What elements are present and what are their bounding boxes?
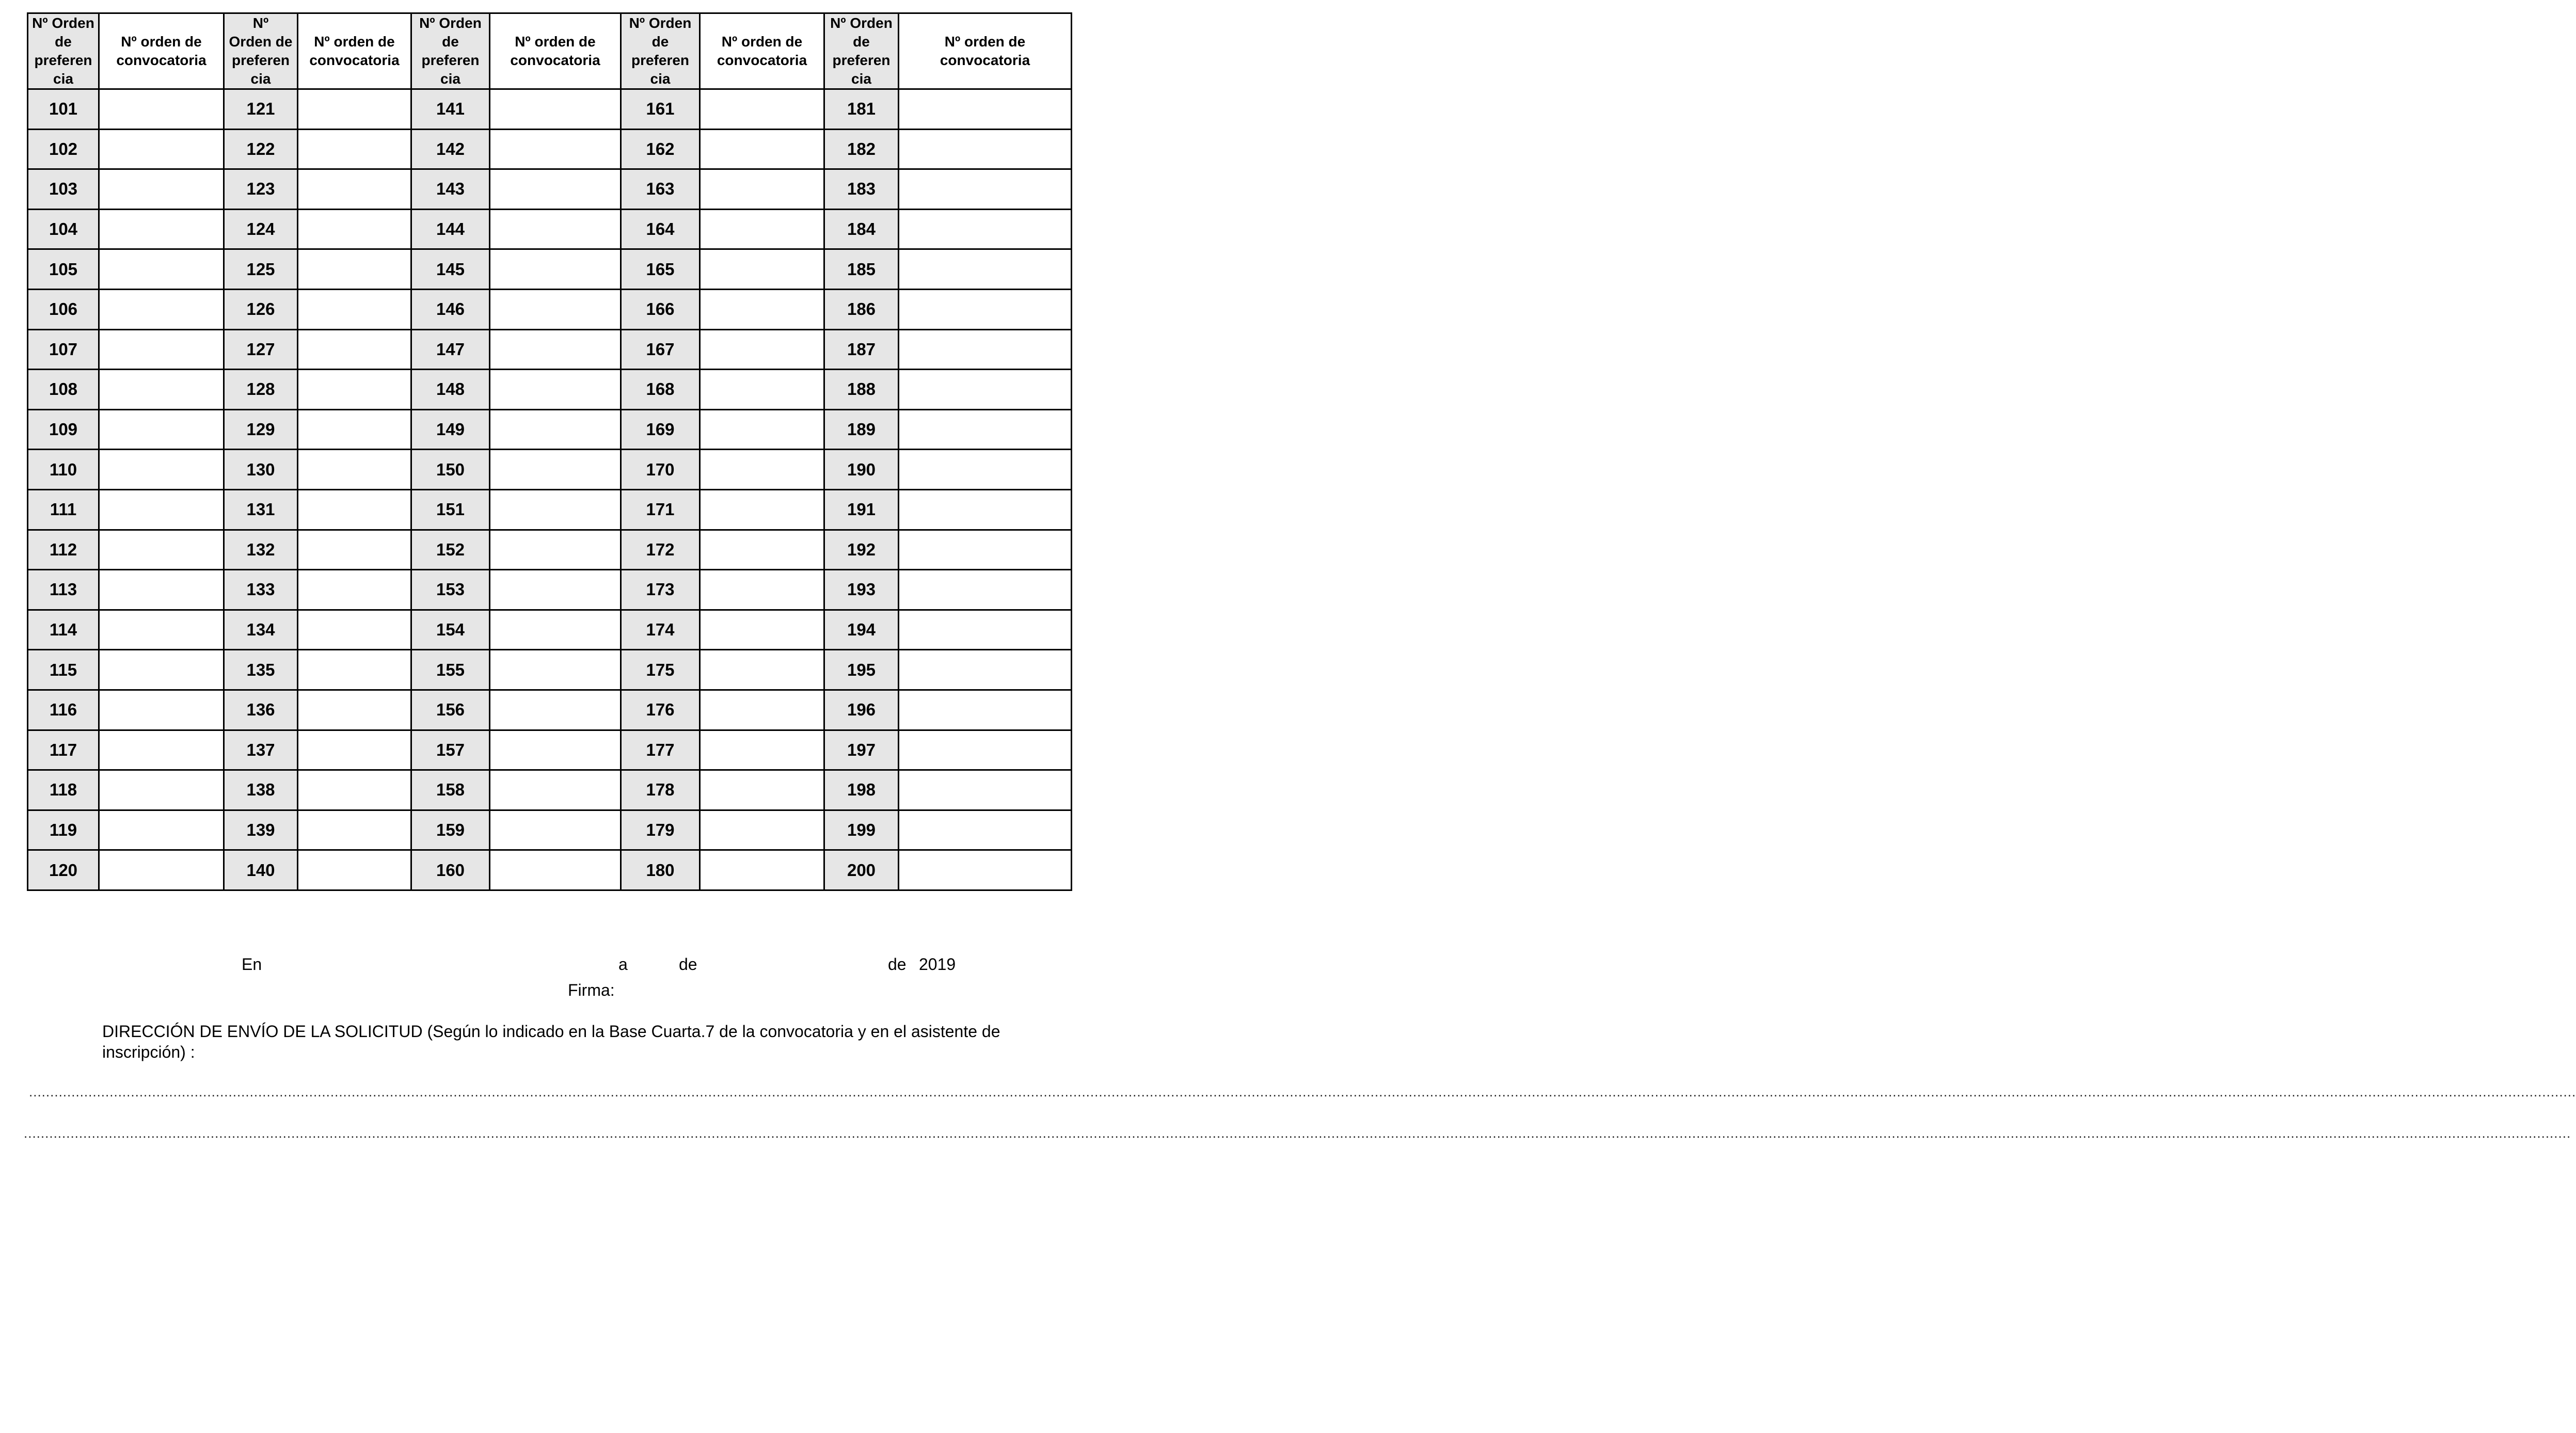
call-order-entry-cell[interactable] bbox=[490, 409, 621, 450]
preference-number: 106 bbox=[28, 289, 99, 329]
call-order-entry-cell[interactable] bbox=[298, 730, 411, 770]
call-order-entry-cell[interactable] bbox=[99, 249, 224, 290]
preference-number: 171 bbox=[621, 489, 700, 530]
call-order-entry-cell[interactable] bbox=[899, 450, 1072, 490]
preference-number: 181 bbox=[824, 89, 899, 130]
call-order-entry-cell[interactable] bbox=[298, 289, 411, 329]
preference-number: 157 bbox=[411, 730, 490, 770]
place-label: En bbox=[242, 955, 262, 974]
preference-number: 196 bbox=[824, 690, 899, 730]
call-order-entry-cell[interactable] bbox=[298, 370, 411, 410]
call-order-entry-cell[interactable] bbox=[700, 450, 824, 490]
preference-number: 102 bbox=[28, 129, 99, 169]
call-order-entry-cell[interactable] bbox=[899, 209, 1072, 249]
call-order-entry-cell[interactable] bbox=[700, 570, 824, 610]
preference-number: 115 bbox=[28, 650, 99, 690]
preference-order-header bbox=[224, 13, 298, 89]
table-row bbox=[28, 730, 1072, 770]
call-order-entry-cell[interactable] bbox=[490, 850, 621, 890]
table-row bbox=[28, 690, 1072, 730]
call-order-entry-cell[interactable] bbox=[99, 530, 224, 570]
header-line: Nº Orden bbox=[419, 15, 482, 31]
day-label: a bbox=[618, 955, 628, 974]
call-order-entry-cell[interactable] bbox=[298, 450, 411, 490]
preference-number: 113 bbox=[28, 570, 99, 610]
call-order-entry-cell[interactable] bbox=[99, 169, 224, 210]
call-order-entry-cell[interactable] bbox=[700, 810, 824, 850]
call-order-entry-cell[interactable] bbox=[490, 730, 621, 770]
call-order-entry-cell[interactable] bbox=[99, 450, 224, 490]
preference-number: 139 bbox=[224, 810, 298, 850]
call-order-entry-cell[interactable] bbox=[298, 409, 411, 450]
header-line: convocatoria bbox=[510, 52, 600, 68]
preference-number: 110 bbox=[28, 450, 99, 490]
call-order-entry-cell[interactable] bbox=[99, 650, 224, 690]
preference-number: 187 bbox=[824, 329, 899, 370]
call-order-entry-cell[interactable] bbox=[899, 409, 1072, 450]
header-line: preferen bbox=[34, 52, 92, 68]
table-body bbox=[28, 89, 1072, 890]
call-order-entry-cell[interactable] bbox=[700, 169, 824, 210]
preference-number: 184 bbox=[824, 209, 899, 249]
preference-number: 128 bbox=[224, 370, 298, 410]
header-line: convocatoria bbox=[717, 52, 807, 68]
preference-number: 133 bbox=[224, 570, 298, 610]
call-order-entry-cell[interactable] bbox=[700, 610, 824, 650]
call-order-entry-cell[interactable] bbox=[99, 129, 224, 169]
table-row bbox=[28, 249, 1072, 290]
table-row bbox=[28, 409, 1072, 450]
call-order-entry-cell[interactable] bbox=[700, 89, 824, 130]
header-line: cia bbox=[650, 71, 671, 87]
call-order-entry-cell[interactable] bbox=[298, 329, 411, 370]
call-order-entry-cell[interactable] bbox=[490, 89, 621, 130]
preference-order-header bbox=[621, 13, 700, 89]
call-order-header bbox=[899, 13, 1072, 89]
preference-number: 119 bbox=[28, 810, 99, 850]
preference-number: 182 bbox=[824, 129, 899, 169]
preference-number: 172 bbox=[621, 530, 700, 570]
preference-number: 167 bbox=[621, 329, 700, 370]
header-line: convocatoria bbox=[940, 52, 1030, 68]
preference-number: 112 bbox=[28, 530, 99, 570]
preference-number: 147 bbox=[411, 329, 490, 370]
call-order-entry-cell[interactable] bbox=[700, 530, 824, 570]
preference-number: 189 bbox=[824, 409, 899, 450]
preference-number: 197 bbox=[824, 730, 899, 770]
call-order-entry-cell[interactable] bbox=[99, 489, 224, 530]
table-row bbox=[28, 610, 1072, 650]
header-line: preferen bbox=[631, 52, 690, 68]
call-order-entry-cell[interactable] bbox=[490, 329, 621, 370]
preference-number: 159 bbox=[411, 810, 490, 850]
preference-number: 125 bbox=[224, 249, 298, 290]
header-line: Nº orden de bbox=[721, 34, 803, 50]
preference-number: 144 bbox=[411, 209, 490, 249]
preference-number: 161 bbox=[621, 89, 700, 130]
call-order-entry-cell[interactable] bbox=[899, 690, 1072, 730]
call-order-entry-cell[interactable] bbox=[99, 209, 224, 249]
call-order-header bbox=[700, 13, 824, 89]
call-order-entry-cell[interactable] bbox=[99, 610, 224, 650]
header-line: cia bbox=[53, 71, 73, 87]
call-order-entry-cell[interactable] bbox=[700, 690, 824, 730]
call-order-entry-cell[interactable] bbox=[700, 129, 824, 169]
call-order-entry-cell[interactable] bbox=[899, 129, 1072, 169]
call-order-entry-cell[interactable] bbox=[700, 770, 824, 810]
call-order-entry-cell[interactable] bbox=[899, 289, 1072, 329]
header-line: Nº Orden bbox=[830, 15, 893, 31]
header-line: Nº orden de bbox=[515, 34, 596, 50]
preference-number: 101 bbox=[28, 89, 99, 130]
call-order-entry-cell[interactable] bbox=[490, 650, 621, 690]
call-order-entry-cell[interactable] bbox=[700, 730, 824, 770]
call-order-entry-cell[interactable] bbox=[700, 289, 824, 329]
call-order-entry-cell[interactable] bbox=[99, 690, 224, 730]
table-row bbox=[28, 129, 1072, 169]
preference-number: 104 bbox=[28, 209, 99, 249]
preference-number: 131 bbox=[224, 489, 298, 530]
call-order-entry-cell[interactable] bbox=[99, 770, 224, 810]
preference-number: 164 bbox=[621, 209, 700, 249]
preference-number: 178 bbox=[621, 770, 700, 810]
call-order-entry-cell[interactable] bbox=[99, 370, 224, 410]
preference-number: 155 bbox=[411, 650, 490, 690]
preference-number: 198 bbox=[824, 770, 899, 810]
preference-number: 130 bbox=[224, 450, 298, 490]
preference-number: 166 bbox=[621, 289, 700, 329]
table-row bbox=[28, 370, 1072, 410]
call-order-entry-cell[interactable] bbox=[298, 770, 411, 810]
preference-number: 124 bbox=[224, 209, 298, 249]
call-order-entry-cell[interactable] bbox=[298, 650, 411, 690]
call-order-entry-cell[interactable] bbox=[899, 370, 1072, 410]
table-row bbox=[28, 289, 1072, 329]
call-order-entry-cell[interactable] bbox=[298, 129, 411, 169]
call-order-entry-cell[interactable] bbox=[899, 610, 1072, 650]
call-order-entry-cell[interactable] bbox=[490, 169, 621, 210]
call-order-entry-cell[interactable] bbox=[899, 249, 1072, 290]
call-order-entry-cell[interactable] bbox=[700, 329, 824, 370]
header-line: preferen bbox=[421, 52, 480, 68]
header-line: preferen bbox=[832, 52, 891, 68]
header-line: Nº orden de bbox=[944, 34, 1026, 50]
preference-number: 163 bbox=[621, 169, 700, 210]
header-line: cia bbox=[250, 71, 271, 87]
call-order-entry-cell[interactable] bbox=[298, 690, 411, 730]
preference-number: 138 bbox=[224, 770, 298, 810]
table-row bbox=[28, 89, 1072, 130]
call-order-entry-cell[interactable] bbox=[99, 409, 224, 450]
preference-number: 134 bbox=[224, 610, 298, 650]
preference-number: 136 bbox=[224, 690, 298, 730]
header-line: convocatoria bbox=[116, 52, 206, 68]
header-line: Nº Orden bbox=[32, 15, 94, 31]
call-order-entry-cell[interactable] bbox=[490, 450, 621, 490]
preference-number: 177 bbox=[621, 730, 700, 770]
call-order-entry-cell[interactable] bbox=[899, 530, 1072, 570]
call-order-entry-cell[interactable] bbox=[298, 489, 411, 530]
address-line-1: ........................................................................................................................................................................................................................................................................................................................................................................................................................................................................................................................................................................................................................ bbox=[29, 1084, 2576, 1100]
preference-number: 135 bbox=[224, 650, 298, 690]
preference-number: 150 bbox=[411, 450, 490, 490]
preference-number: 174 bbox=[621, 610, 700, 650]
call-order-entry-cell[interactable] bbox=[899, 570, 1072, 610]
preference-number: 173 bbox=[621, 570, 700, 610]
preference-number: 114 bbox=[28, 610, 99, 650]
preference-number: 116 bbox=[28, 690, 99, 730]
call-order-entry-cell[interactable] bbox=[298, 610, 411, 650]
preference-number: 108 bbox=[28, 370, 99, 410]
table-row bbox=[28, 169, 1072, 210]
preference-number: 183 bbox=[824, 169, 899, 210]
header-line: Orden de bbox=[229, 34, 293, 50]
preference-number: 158 bbox=[411, 770, 490, 810]
call-order-entry-cell[interactable] bbox=[700, 650, 824, 690]
preference-number: 188 bbox=[824, 370, 899, 410]
header-line: preferen bbox=[231, 52, 290, 68]
header-line: Nº Orden bbox=[629, 15, 692, 31]
preference-number: 109 bbox=[28, 409, 99, 450]
preference-number: 193 bbox=[824, 570, 899, 610]
header-line: Nº bbox=[252, 15, 269, 31]
year-prefix-label: de bbox=[888, 955, 907, 974]
call-order-entry-cell[interactable] bbox=[99, 810, 224, 850]
preference-number: 146 bbox=[411, 289, 490, 329]
preference-number: 169 bbox=[621, 409, 700, 450]
preference-number: 180 bbox=[621, 850, 700, 890]
preference-number: 140 bbox=[224, 850, 298, 890]
preference-number: 152 bbox=[411, 530, 490, 570]
header-line: de bbox=[651, 34, 669, 50]
preference-number: 186 bbox=[824, 289, 899, 329]
shipping-address-instructions: DIRECCIÓN DE ENVÍO DE LA SOLICITUD (Según lo indicado en la Base Cuarta.7 de la convocatoria y en el asistente de inscripción) : bbox=[102, 1022, 1000, 1061]
call-order-entry-cell[interactable] bbox=[490, 209, 621, 249]
call-order-entry-cell[interactable] bbox=[700, 489, 824, 530]
call-order-entry-cell[interactable] bbox=[99, 570, 224, 610]
call-order-entry-cell[interactable] bbox=[99, 289, 224, 329]
preference-number: 142 bbox=[411, 129, 490, 169]
preference-order-header bbox=[411, 13, 490, 89]
header-line: de bbox=[442, 34, 459, 50]
preference-number: 137 bbox=[224, 730, 298, 770]
call-order-entry-cell[interactable] bbox=[298, 209, 411, 249]
header-line: de bbox=[55, 34, 72, 50]
table-row bbox=[28, 209, 1072, 249]
call-order-entry-cell[interactable] bbox=[899, 489, 1072, 530]
call-order-entry-cell[interactable] bbox=[899, 770, 1072, 810]
call-order-entry-cell[interactable] bbox=[490, 610, 621, 650]
preference-number: 185 bbox=[824, 249, 899, 290]
call-order-entry-cell[interactable] bbox=[899, 329, 1072, 370]
preference-number: 141 bbox=[411, 89, 490, 130]
call-order-entry-cell[interactable] bbox=[700, 209, 824, 249]
preference-number: 111 bbox=[28, 489, 99, 530]
call-order-entry-cell[interactable] bbox=[99, 850, 224, 890]
call-order-entry-cell[interactable] bbox=[899, 650, 1072, 690]
call-order-entry-cell[interactable] bbox=[298, 850, 411, 890]
call-order-entry-cell[interactable] bbox=[298, 169, 411, 210]
call-order-entry-cell[interactable] bbox=[490, 289, 621, 329]
table-row bbox=[28, 570, 1072, 610]
preference-number: 160 bbox=[411, 850, 490, 890]
table-row bbox=[28, 489, 1072, 530]
header-line: cia bbox=[851, 71, 871, 87]
preference-number: 120 bbox=[28, 850, 99, 890]
preference-number: 195 bbox=[824, 650, 899, 690]
preference-number: 148 bbox=[411, 370, 490, 410]
table-row bbox=[28, 530, 1072, 570]
call-order-entry-cell[interactable] bbox=[700, 850, 824, 890]
header-line: Nº orden de bbox=[121, 34, 202, 50]
call-order-entry-cell[interactable] bbox=[899, 730, 1072, 770]
month-label: de bbox=[679, 955, 697, 974]
call-order-entry-cell[interactable] bbox=[298, 810, 411, 850]
preference-number: 117 bbox=[28, 730, 99, 770]
preference-number: 199 bbox=[824, 810, 899, 850]
table-header-row bbox=[28, 13, 1072, 89]
preference-number: 200 bbox=[824, 850, 899, 890]
call-order-entry-cell[interactable] bbox=[490, 690, 621, 730]
preference-number: 153 bbox=[411, 570, 490, 610]
preference-number: 154 bbox=[411, 610, 490, 650]
table-row bbox=[28, 450, 1072, 490]
call-order-entry-cell[interactable] bbox=[490, 570, 621, 610]
call-order-entry-cell[interactable] bbox=[490, 530, 621, 570]
call-order-entry-cell[interactable] bbox=[490, 810, 621, 850]
preference-number: 118 bbox=[28, 770, 99, 810]
preference-number: 190 bbox=[824, 450, 899, 490]
preference-number: 156 bbox=[411, 690, 490, 730]
table-row bbox=[28, 329, 1072, 370]
preference-number: 126 bbox=[224, 289, 298, 329]
call-order-header bbox=[490, 13, 621, 89]
preference-number: 105 bbox=[28, 249, 99, 290]
call-order-entry-cell[interactable] bbox=[490, 249, 621, 290]
call-order-entry-cell[interactable] bbox=[899, 169, 1072, 210]
preference-number: 194 bbox=[824, 610, 899, 650]
table-row bbox=[28, 770, 1072, 810]
preference-table bbox=[27, 12, 1072, 891]
call-order-entry-cell[interactable] bbox=[899, 810, 1072, 850]
call-order-entry-cell[interactable] bbox=[99, 329, 224, 370]
table-row bbox=[28, 810, 1072, 850]
preference-number: 170 bbox=[621, 450, 700, 490]
call-order-entry-cell[interactable] bbox=[490, 370, 621, 410]
header-line: cia bbox=[440, 71, 460, 87]
call-order-entry-cell[interactable] bbox=[899, 89, 1072, 130]
call-order-entry-cell[interactable] bbox=[490, 129, 621, 169]
call-order-entry-cell[interactable] bbox=[99, 730, 224, 770]
call-order-entry-cell[interactable] bbox=[700, 370, 824, 410]
preference-number: 123 bbox=[224, 169, 298, 210]
preference-number: 175 bbox=[621, 650, 700, 690]
preference-number: 103 bbox=[28, 169, 99, 210]
table-row bbox=[28, 850, 1072, 890]
preference-number: 121 bbox=[224, 89, 298, 130]
preference-order-header bbox=[28, 13, 99, 89]
preference-number: 127 bbox=[224, 329, 298, 370]
preference-number: 143 bbox=[411, 169, 490, 210]
call-order-entry-cell[interactable] bbox=[490, 489, 621, 530]
call-order-header bbox=[298, 13, 411, 89]
preference-number: 151 bbox=[411, 489, 490, 530]
preference-number: 162 bbox=[621, 129, 700, 169]
preference-number: 149 bbox=[411, 409, 490, 450]
signature-label: Firma: bbox=[568, 981, 615, 999]
preference-number: 176 bbox=[621, 690, 700, 730]
call-order-entry-cell[interactable] bbox=[99, 89, 224, 130]
preference-number: 168 bbox=[621, 370, 700, 410]
preference-number: 122 bbox=[224, 129, 298, 169]
header-line: convocatoria bbox=[309, 52, 400, 68]
header-line: Nº orden de bbox=[314, 34, 395, 50]
preference-number: 191 bbox=[824, 489, 899, 530]
call-order-entry-cell[interactable] bbox=[298, 570, 411, 610]
preference-number: 179 bbox=[621, 810, 700, 850]
call-order-entry-cell[interactable] bbox=[700, 249, 824, 290]
call-order-entry-cell[interactable] bbox=[298, 530, 411, 570]
preference-order-header bbox=[824, 13, 899, 89]
header-line: de bbox=[853, 34, 870, 50]
preference-number: 132 bbox=[224, 530, 298, 570]
address-line-2: ........................................................................................................................................................................................................................................................................................................................................................................................................................................................................................................................................................................................................................ bbox=[24, 1125, 2571, 1141]
call-order-entry-cell[interactable] bbox=[298, 89, 411, 130]
year-value: 2019 bbox=[919, 955, 956, 974]
preference-number: 192 bbox=[824, 530, 899, 570]
preference-number: 129 bbox=[224, 409, 298, 450]
call-order-header bbox=[99, 13, 224, 89]
preference-number: 165 bbox=[621, 249, 700, 290]
call-order-entry-cell[interactable] bbox=[700, 409, 824, 450]
call-order-entry-cell[interactable] bbox=[899, 850, 1072, 890]
preference-number: 107 bbox=[28, 329, 99, 370]
call-order-entry-cell[interactable] bbox=[298, 249, 411, 290]
call-order-entry-cell[interactable] bbox=[490, 770, 621, 810]
table-row bbox=[28, 650, 1072, 690]
preference-number: 145 bbox=[411, 249, 490, 290]
